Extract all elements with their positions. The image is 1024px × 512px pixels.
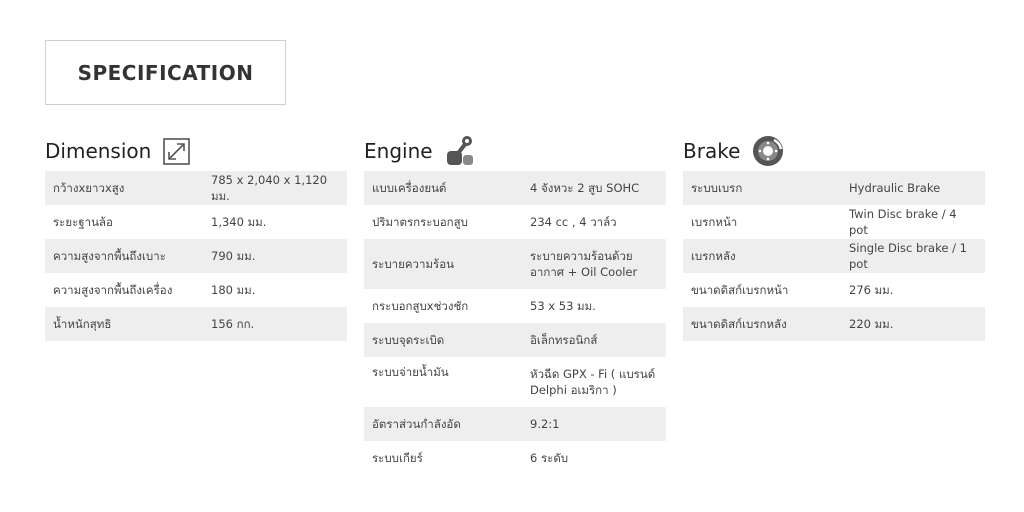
dimension-header	[45, 132, 347, 170]
brake-title: Brake	[683, 139, 741, 163]
spec-label: กระบอกสูบxช่วงชัก	[364, 289, 522, 323]
dimension-table	[45, 171, 347, 341]
spec-value: 790 มม.	[203, 239, 347, 273]
spec-label: ระบบเกียร์	[364, 441, 522, 475]
spec-label: ระบายความร้อน	[364, 239, 522, 289]
table-row	[364, 171, 666, 205]
spec-label: ขนาดดิสก์เบรกหลัง	[683, 307, 841, 341]
table-row	[364, 289, 666, 323]
table-row	[45, 273, 347, 307]
spec-label: เบรกหลัง	[683, 239, 841, 273]
spec-value: 180 มม.	[203, 273, 347, 307]
spec-value: 1,340 มม.	[203, 205, 347, 239]
spec-label: ระบบจุดระเบิด	[364, 323, 522, 357]
spec-label: ระบบเบรก	[683, 171, 841, 205]
brake-header	[683, 132, 985, 170]
spec-value: 4 จังหวะ 2 สูบ SOHC	[522, 171, 666, 205]
spec-value: ระบายความร้อนด้วยอากาศ + Oil Cooler	[522, 239, 666, 289]
engine-section	[364, 132, 666, 475]
spec-value: 276 มม.	[841, 273, 985, 307]
table-row	[683, 171, 985, 205]
resize-arrow-icon	[163, 138, 190, 165]
specification-header-box	[45, 40, 286, 105]
brake-section	[683, 132, 985, 341]
table-row	[683, 205, 985, 239]
spec-value: 156 กก.	[203, 307, 347, 341]
spec-value: 220 มม.	[841, 307, 985, 341]
brake-disc-icon	[752, 135, 784, 167]
spec-label: ระบบจ่ายน้ำมัน	[364, 357, 522, 407]
spec-value: 9.2:1	[522, 407, 666, 441]
spec-value: 6 ระดับ	[522, 441, 666, 475]
table-row	[683, 273, 985, 307]
table-row	[364, 357, 666, 407]
table-row	[683, 239, 985, 273]
spec-label: ขนาดดิสก์เบรกหน้า	[683, 273, 841, 307]
spec-value: Twin Disc brake / 4 pot	[841, 205, 985, 239]
engine-title: Engine	[364, 139, 433, 163]
spec-value: 53 x 53 มม.	[522, 289, 666, 323]
specification-title: SPECIFICATION	[77, 60, 254, 85]
table-row	[45, 307, 347, 341]
brake-table	[683, 171, 985, 341]
dimension-title: Dimension	[45, 139, 152, 163]
spec-label: น้ำหนักสุทธิ	[45, 307, 203, 341]
spec-label: แบบเครื่องยนต์	[364, 171, 522, 205]
engine-header	[364, 132, 666, 170]
spec-value: Single Disc brake / 1 pot	[841, 239, 985, 273]
spec-value: หัวฉีด GPX - Fi ( แบรนด์ Delphi อเมริกา )	[522, 357, 666, 407]
dimension-section	[45, 132, 347, 341]
spec-value: 785 x 2,040 x 1,120 มม.	[203, 171, 347, 205]
spec-value: อิเล็กทรอนิกส์	[522, 323, 666, 357]
spec-value: 234 cc , 4 วาล์ว	[522, 205, 666, 239]
table-row	[45, 171, 347, 205]
spec-value: Hydraulic Brake	[841, 171, 985, 205]
table-row	[45, 239, 347, 273]
table-row	[364, 407, 666, 441]
table-row	[683, 307, 985, 341]
spec-label: ความสูงจากพื้นถึงเบาะ	[45, 239, 203, 273]
spec-label: เบรกหน้า	[683, 205, 841, 239]
engine-table	[364, 171, 666, 475]
table-row	[364, 323, 666, 357]
engine-piston-icon	[445, 135, 475, 167]
spec-label: ระยะฐานล้อ	[45, 205, 203, 239]
table-row	[364, 205, 666, 239]
spec-label: อัตราส่วนกำลังอัด	[364, 407, 522, 441]
spec-label: กว้างxยาวxสูง	[45, 171, 203, 205]
spec-label: ความสูงจากพื้นถึงเครื่อง	[45, 273, 203, 307]
spec-label: ปริมาตรกระบอกสูบ	[364, 205, 522, 239]
table-row	[364, 441, 666, 475]
table-row	[45, 205, 347, 239]
table-row	[364, 239, 666, 289]
